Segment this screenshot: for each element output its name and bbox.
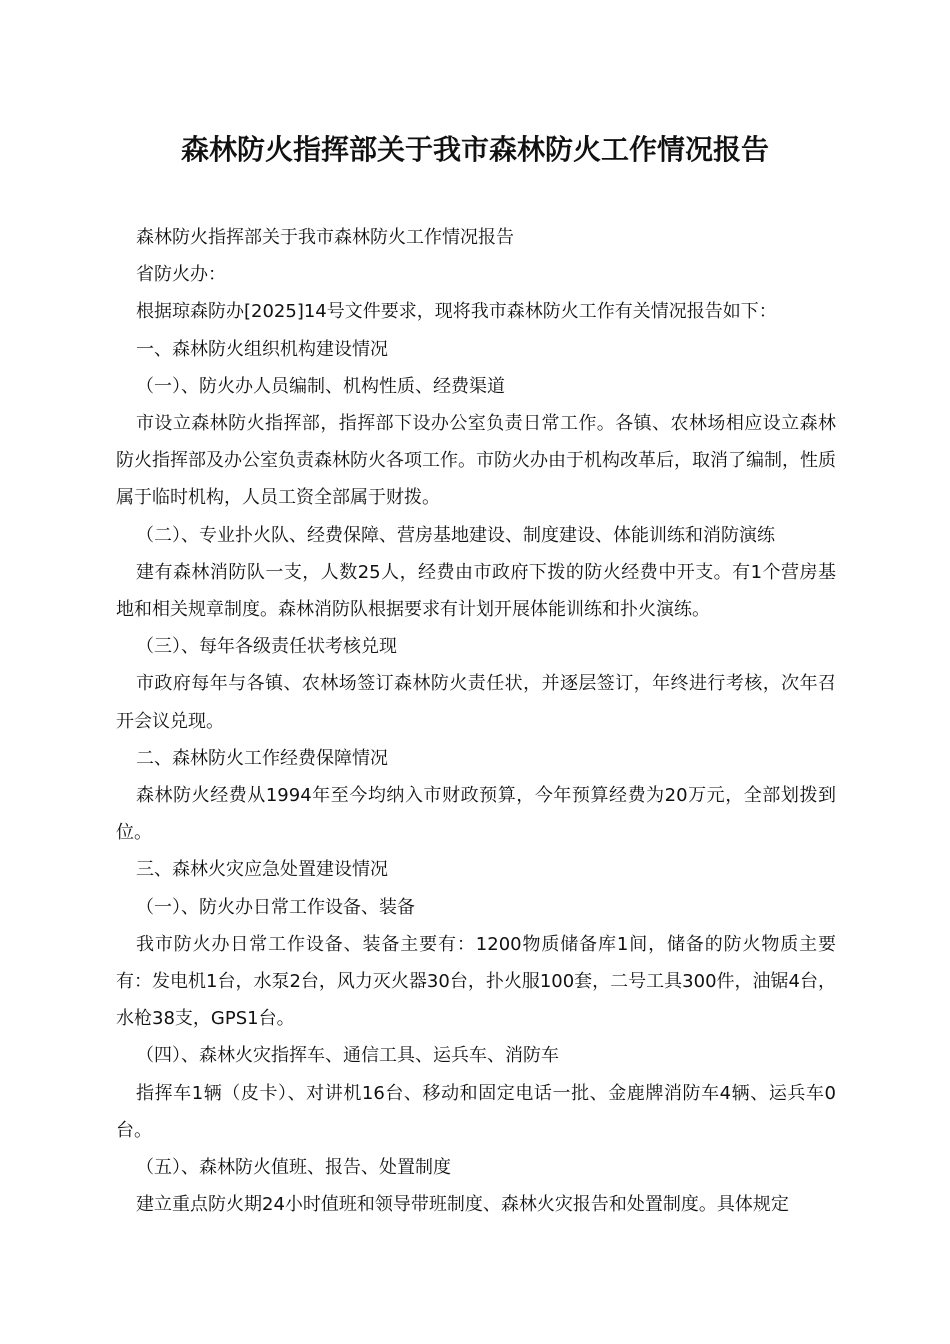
body-paragraph: 市设立森林防火指挥部，指挥部下设办公室负责日常工作。各镇、农林场相应设立森林防火指挥部及办公室负责森林防火各项工作。市防火办由于机构改革后，取消了编制，性质属于临时机构，人员工资全部属于财拨。 — [116, 413, 836, 509]
section-heading: 三、森林火灾应急处置建设情况 — [136, 859, 388, 881]
body-paragraph: 指挥车1辆（皮卡）、对讲机16台、移动和固定电话一批、金鹿牌消防车4辆、运兵车0台。 — [116, 1082, 836, 1141]
subsection-heading: （五）、森林防火值班、报告、处置制度 — [136, 1157, 451, 1179]
subsection-heading: （一）、防火办人员编制、机构性质、经费渠道 — [136, 375, 505, 397]
body-paragraph: 根据琼森防办[2025]14号文件要求，现将我市森林防火工作有关情况报告如下： — [136, 301, 777, 323]
body-paragraph: 森林防火指挥部关于我市森林防火工作情况报告 — [136, 227, 514, 248]
document-body — [116, 219, 836, 1223]
body-paragraph: 我市防火办日常工作设备、装备主要有：1200物质储备库1间，储备的防火物质主要有：发电机1台，水泵2台，风力灭火器30台，扑火服100套，二号工具300件，油锯4台，水枪38支，GPS1台。 — [116, 933, 836, 1030]
body-paragraph: 建有森林消防队一支，人数25人，经费由市政府下拨的防火经费中开支。有1个营房基地和相关规章制度。森林消防队根据要求有计划开展体能训练和扑火演练。 — [116, 561, 836, 621]
section-heading: 一、森林防火组织机构建设情况 — [136, 338, 388, 360]
body-paragraph: 森林防火经费从1994年至今均纳入市财政预算，今年预算经费为20万元，全部划拨到位。 — [116, 785, 836, 844]
body-paragraph: 建立重点防火期24小时值班和领导带班制度、森林火灾报告和处置制度。具体规定 — [136, 1194, 789, 1216]
subsection-heading: （一）、防火办日常工作设备、装备 — [136, 896, 415, 918]
body-paragraph: 省防火办： — [136, 264, 226, 286]
subsection-heading: （二）、专业扑火队、经费保障、营房基地建设、制度建设、体能训练和消防演练 — [136, 524, 775, 546]
subsection-heading: （三）、每年各级责任状考核兑现 — [136, 636, 397, 658]
document-title: 森林防火指挥部关于我市森林防火工作情况报告 — [180, 133, 769, 166]
section-heading: 二、森林防火工作经费保障情况 — [136, 747, 388, 769]
subsection-heading: （四）、森林火灾指挥车、通信工具、运兵车、消防车 — [136, 1045, 559, 1067]
body-paragraph: 市政府每年与各镇、农林场签订森林防火责任状，并逐层签订，年终进行考核，次年召开会议兑现。 — [116, 673, 836, 732]
